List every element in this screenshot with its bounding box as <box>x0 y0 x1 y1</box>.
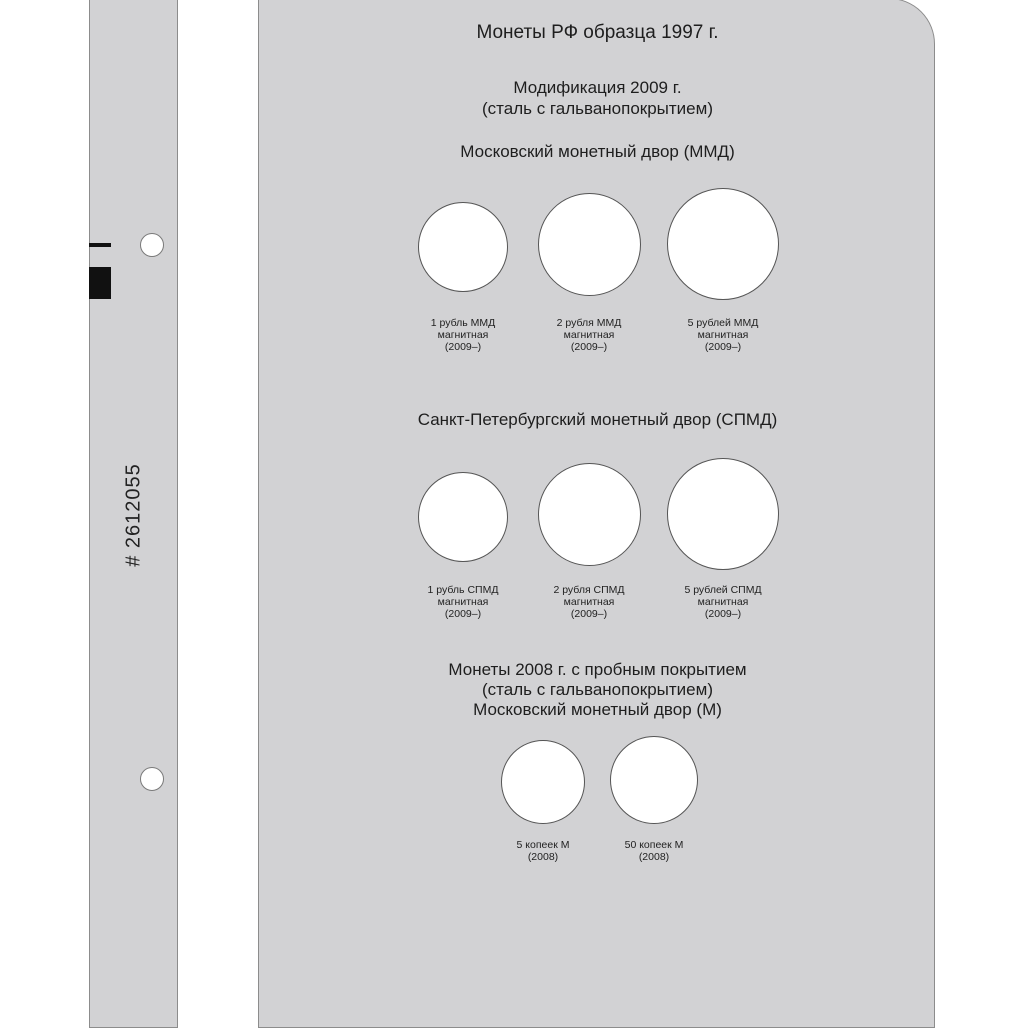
binding-strip <box>89 0 178 1028</box>
punch-hole-bottom <box>140 767 164 791</box>
coin-label-2-rub-spmd <box>529 584 649 620</box>
coin-label-5-rub-spmd <box>663 584 783 620</box>
coin-label-line: (2008) <box>527 851 559 863</box>
coin-label-line: 5 рублей ММД <box>687 317 759 329</box>
coin-label-2-rub-mmd <box>529 317 649 353</box>
coin-slot-5-rub-mmd <box>667 188 779 300</box>
page-title: Монеты РФ образца 1997 г. <box>476 22 719 43</box>
coin-label-line: 2 рубля ММД <box>556 317 622 329</box>
coin-label-line: 2 рубля СПМД <box>553 584 625 596</box>
coin-slot-5-rub-spmd <box>667 458 779 570</box>
coin-slot-2-rub-spmd <box>538 463 641 566</box>
coin-label-line: магнитная <box>437 596 489 608</box>
coin-slot-1-rub-mmd <box>418 202 508 292</box>
coin-label-line: магнитная <box>437 329 489 341</box>
trial-mint: Московский монетный двор (М) <box>473 700 722 719</box>
coin-slot-2-rub-mmd <box>538 193 641 296</box>
coin-label-line: (2009–) <box>704 341 742 353</box>
album-page <box>258 0 935 1028</box>
coin-label-line: магнитная <box>563 596 615 608</box>
coin-label-line: (2009–) <box>444 608 482 620</box>
coin-label-line: магнитная <box>563 329 615 341</box>
mmd-heading: Московский монетный двор (ММД) <box>460 142 735 161</box>
article-number: # 2612055 <box>122 463 145 567</box>
coin-label-line: (2008) <box>638 851 670 863</box>
trial-material: (сталь с гальванопокрытием) <box>482 680 713 699</box>
coin-label-line: 1 рубль СПМД <box>427 584 499 596</box>
coin-label-line: 1 рубль ММД <box>430 317 496 329</box>
coin-label-line: (2009–) <box>570 608 608 620</box>
coin-label-5-rub-mmd <box>663 317 783 353</box>
coin-label-5-kop-m <box>483 839 603 863</box>
modification-heading: Модификация 2009 г. <box>513 78 682 97</box>
coin-label-line: (2009–) <box>570 341 608 353</box>
punch-hole-top <box>140 233 164 257</box>
coin-label-1-rub-spmd <box>403 584 523 620</box>
registration-mark-block <box>89 267 111 299</box>
coin-label-line: магнитная <box>697 329 749 341</box>
coin-label-line: 50 копеек М <box>624 839 684 851</box>
coin-slot-1-rub-spmd <box>418 472 508 562</box>
coin-slot-5-kop-m <box>501 740 585 824</box>
trial-heading: Монеты 2008 г. с пробным покрытием <box>448 660 747 679</box>
coin-label-line: 5 рублей СПМД <box>684 584 762 596</box>
spmd-heading: Санкт-Петербургский монетный двор (СПМД) <box>417 410 778 429</box>
coin-label-line: 5 копеек М <box>516 839 570 851</box>
coin-label-line: (2009–) <box>704 608 742 620</box>
coin-label-1-rub-mmd <box>403 317 523 353</box>
modification-material: (сталь с гальванопокрытием) <box>482 99 713 118</box>
coin-label-line: (2009–) <box>444 341 482 353</box>
coin-label-50-kop-m <box>594 839 714 863</box>
coin-slot-50-kop-m <box>610 736 698 824</box>
registration-mark-line <box>89 243 111 247</box>
coin-label-line: магнитная <box>697 596 749 608</box>
